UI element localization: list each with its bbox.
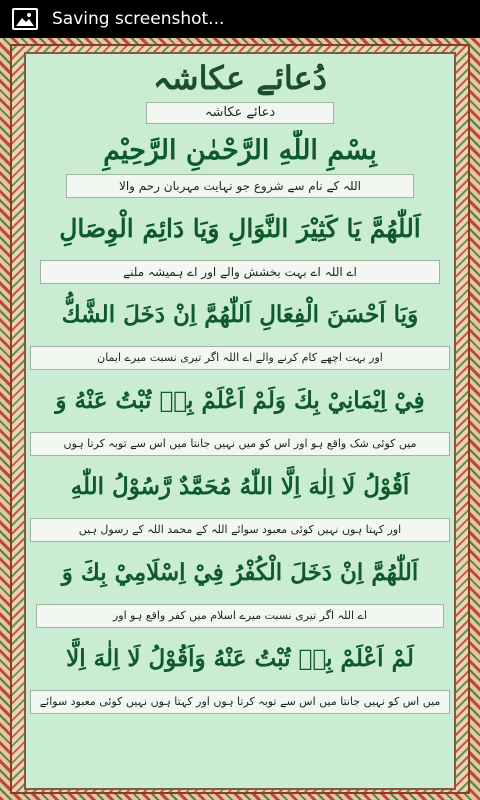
prayer-image [0,38,480,800]
arabic-line-3: وَيَا اَحْسَنَ الْفِعَالِ اَللّٰهُمَّ اِنْ دَخَلَ الشَّكُّ [61,301,419,328]
arabic-line-6: اَللّٰهُمَّ اِنْ دَخَلَ الْكُفْرُ فِيْ اِسْلَامِيْ بِكَ وَ [61,559,419,586]
translation-line-3: اور بہت اچھے کام کرنے والے اے اللہ اگر تیری نسبت میرے ایمان [30,346,450,370]
bismillah-line: بِسْمِ اللّٰهِ الرَّحْمٰنِ الرَّحِيْمِ [103,135,377,166]
arabic-line-2: اَللّٰهُمَّ يَا كَثِيْرَ النَّوَالِ وَيَا دَائِمَ الْوِصَالِ [59,214,421,243]
arabic-line-5: اَقُوْلُ لَا اِلٰهَ اِلَّا اللّٰهُ مُحَمَّدٌ رَّسُوْلُ اللّٰهِ [70,473,410,500]
translation-line-6: اے اللہ اگر تیری نسبت میرے اسلام میں کفر واقع ہو اور [36,604,444,628]
prayer-title-translation: دعائے عکاشہ [146,102,334,124]
translation-line-5: اور کہتا ہوں نہیں کوئی معبود سوائے اللہ کے محمد اللہ کے رسول ہیں [30,518,450,542]
arabic-line-4: فِيْ اِيْمَانِيْ بِكَ وَلَمْ اَعْلَمْ بِهٖ تُبْتُ عَنْهُ وَ [55,387,425,414]
status-bar [0,0,480,38]
translation-line-7: میں اس کو نہیں جانتا میں اس سے توبہ کرتا ہوں اور کہتا ہوں نہیں کوئی معبود سوائے [30,690,450,714]
image-icon [12,8,38,30]
translation-line-2: اے اللہ اے بہت بخشش والے اور اے ہمیشہ ملنے [40,260,440,284]
translation-line-4: میں کوئی شک واقع ہو اور اس کو میں نہیں جانتا میں اس سے توبہ کرتا ہوں [30,432,450,456]
arabic-line-7: لَمْ اَعْلَمْ بِهٖ تُبْتُ عَنْهُ وَاَقُوْلُ لَا اِلٰهَ اِلَّا [66,645,414,672]
prayer-title: دُعائے عکاشہ [153,59,327,97]
translation-line-1: اللہ کے نام سے شروع جو نہایت مہربان رحم والا [66,174,414,198]
notification-text: Saving screenshot... [52,9,225,29]
prayer-panel [24,52,456,790]
